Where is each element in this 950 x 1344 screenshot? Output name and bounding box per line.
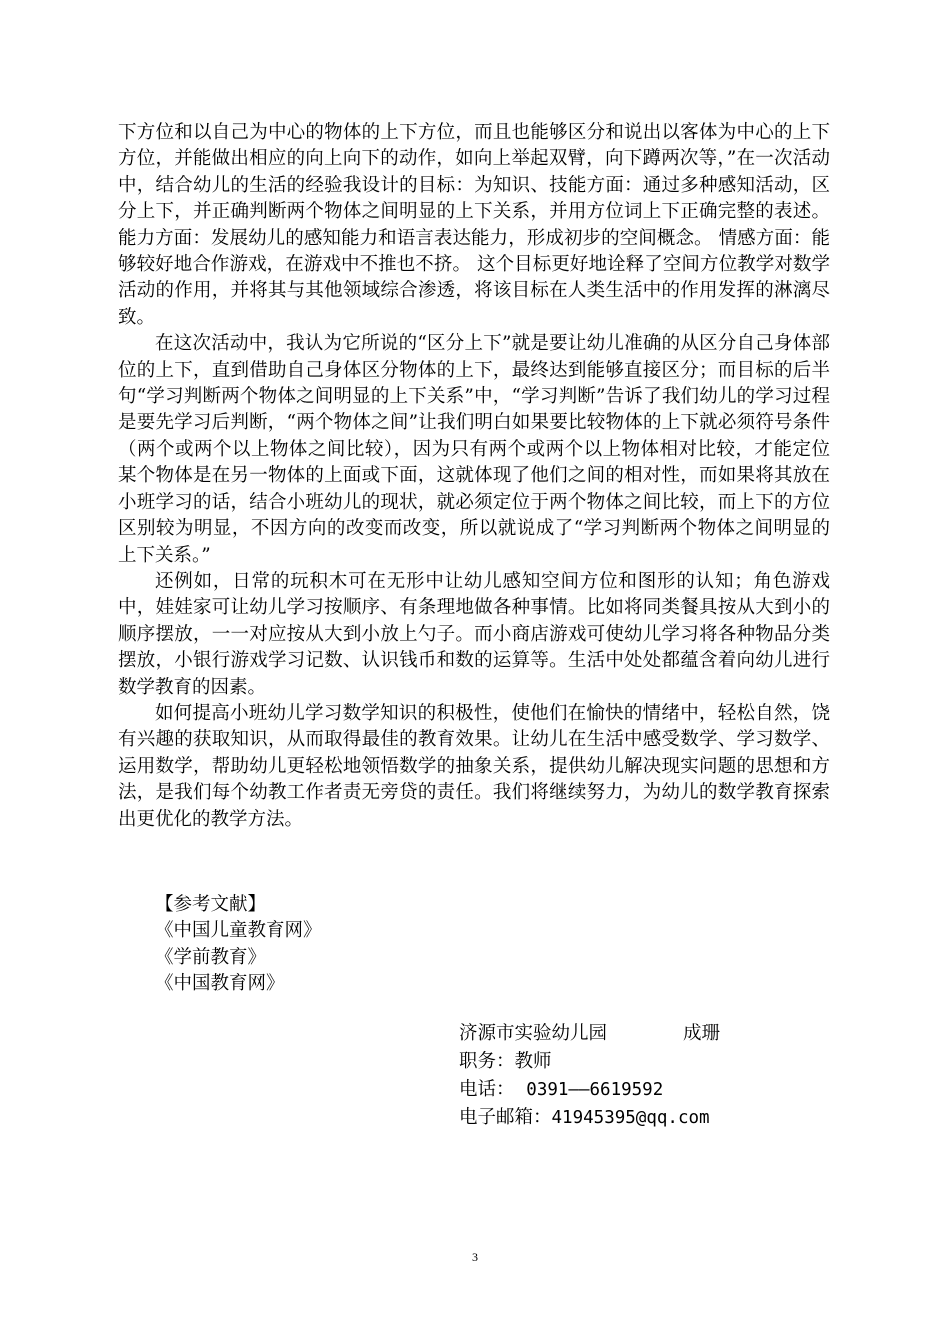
email-label: 电子邮箱： (459, 1107, 552, 1128)
institution-name: 济源市实验幼儿园 (459, 1023, 608, 1044)
reference-item: 《中国教育网》 (155, 973, 285, 995)
references-heading: 【参考文献】 (155, 894, 267, 915)
email-line (459, 1104, 720, 1132)
page-number: 3 (472, 1250, 478, 1264)
phone-number: 0391——6619592 (526, 1080, 664, 1100)
signature-institution-line (459, 1020, 720, 1048)
paragraph-4: 如何提高小班幼儿学习数学知识的积极性，使他们在愉快的情绪中，轻松自然，饶有兴趣的获取知识，从而取得最佳的教育效果。让幼儿在生活中感受数学、学习数学、运用数学，帮助幼儿更轻松地领悟数学的抽象关系，提供幼儿解决现实问题的思想和方法，是我们每个幼教工作者责无旁贷的责任。我们将继续努力，为幼儿的数学教育探索出更优化的教学方法。 (118, 702, 830, 830)
author-name: 成珊 (683, 1023, 721, 1044)
body-text (118, 120, 830, 833)
paragraph-1: 下方位和以自己为中心的物体的上下方位，而且也能够区分和说出以客体为中心的上下方位，并能做出相应的向上向下的动作，如向上举起双臂，向下蹲两次等，”在一次活动中，结合幼儿的生活的经验我设计的目标：为知识、技能方面：通过多种感知活动，区分上下，并正确判断两个物体之间明显的上下关系，并用方位词上下正确完整的表述。 能力方面：发展幼儿的感知能力和语言表达能力，形成初步的空间概念。 情感方面：能够较好地合作游戏，在游戏中不推也不挤。 这个目标更好地诠释了空间方位教学对数学活动的作用，并将其与其他领域综合渗透，将该目标在人类生活中的作用发挥的淋漓尽致。 (118, 122, 830, 328)
author-signature (459, 1020, 720, 1132)
phone-label: 电话： (459, 1079, 515, 1100)
reference-item: 《中国儿童教育网》 (155, 920, 322, 942)
reference-item: 《学前教育》 (155, 946, 267, 968)
paragraph-3: 还例如，日常的玩积木可在无形中让幼儿感知空间方位和图形的认知；角色游戏中，娃娃家可让幼儿学习按顺序、有条理地做各种事情。比如将同类餐具按从大到小的顺序摆放，一一对应按从大到小放上勺子。而小商店游戏可使幼儿学习将各种物品分类摆放，小银行游戏学习记数、认识钱币和数的运算等。生活中处处都蕴含着向幼儿进行数学教育的因素。 (118, 570, 830, 698)
author-position: 职务：教师 (459, 1051, 552, 1072)
email-address: 41945395@qq.com (551, 1108, 710, 1128)
phone-line (459, 1076, 720, 1104)
paragraph-2: 在这次活动中，我认为它所说的“区分上下”就是要让幼儿准确的从区分自己身体部位的上下，直到借助自己身体区分物体的上下，最终达到能够直接区分；而目标的后半句“学习判断两个物体之间明显的上下关系”中，“学习判断”告诉了我们幼儿的学习过程是要先学习后判断，“两个物体之间”让我们明白如果要比较物体的上下就必须符号条件（两个或两个以上物体之间比较），因为只有两个或两个以上物体相对比较，才能定位某个物体是在另一物体的上面或下面，这就体现了他们之间的相对性，而如果将其放在小班学习的话，结合小班幼儿的现状，就必须定位于两个物体之间比较，而上下的方位区别较为明显，不因方向的改变而改变，所以就说成了“学习判断两个物体之间明显的上下关系。” (118, 333, 830, 566)
references-section (155, 892, 322, 998)
